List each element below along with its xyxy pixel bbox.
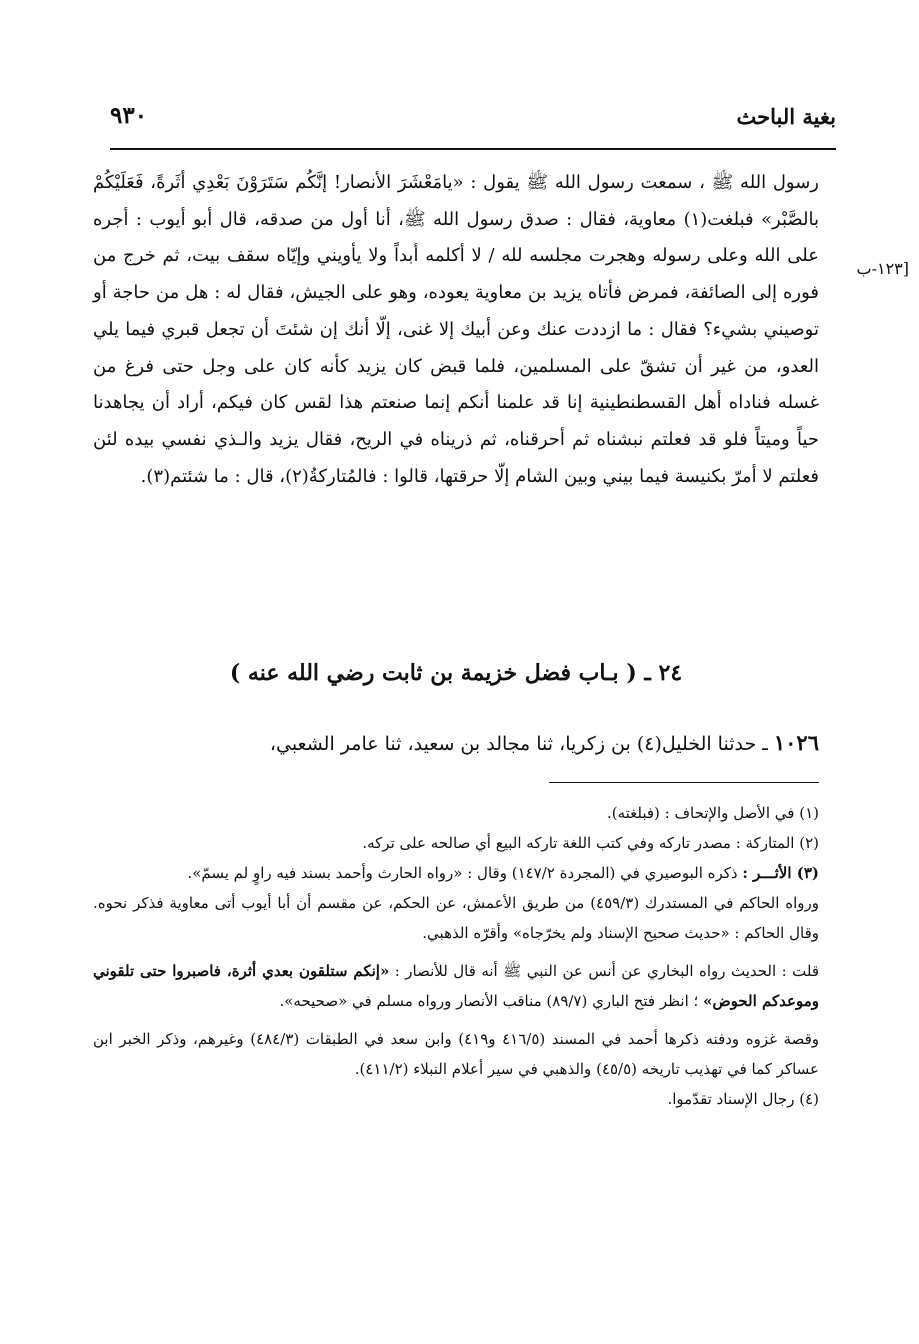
footnote-1: (١) في الأصل والإتحاف : (فبلغته). <box>606 804 819 822</box>
footnote-3-paragraph-3 <box>93 956 819 1016</box>
manuscript-folio-note: [١٢٣-ب <box>856 259 909 278</box>
hadith-number: ١٠٢٦ <box>773 730 819 755</box>
footnote-2: (٢) المتاركة : مصدر تاركه وفي كتب اللغة تاركه البيع أي صالحه على تركه. <box>362 834 819 852</box>
footnote-3-paragraph-2: ورواه الحاكم في المستدرك (٤٥٩/٣) من طريق الأعمش، عن الحكم، عن مقسم أن أبا أيوب أتى معاوية فذكر نحوه. وقال الحاكم : «حديث صحيح الإسناد ولم يخرّجاه» وأقرّه الذهبي. <box>93 894 819 942</box>
footnote-4: (٤) رجال الإسناد تقدّموا. <box>667 1090 819 1108</box>
footnote-3-p3-start: قلت : الحديث رواه البخاري عن أنس عن النبي ﷺ أنه قال للأنصار : <box>394 962 819 980</box>
footnote-3-p3-quote: «إنكم ستلقون بعدي أثرة، فاصبروا حتى تلقوني وموعدكم الحوض» <box>93 962 819 1010</box>
main-paragraph: رسول الله ﷺ ، سمعت رسول الله ﷺ يقول : «يامَعْشَرَ الأنصار! إنَّكُم سَتَرَوْنَ بَعْدِي أثَرةً، فَعَلَيْكُمْ بالصَّبْر» فبلغت(١) معاوية، فقال : صدق رسول الله ﷺ، أنا أول من صدقه، قال أبو أيوب : أجره على الله وعلى رسوله وهجرت مجلسه لله / لا أكلمه أبداً ولا يأويني وإيّاه سقف بيت، ثم خرج من فوره إلى الصائفة، فمرض فأتاه يزيد بن معاوية يعوده، وهو على الجيش، فقال له : هل من حاجة أو توصيني بشيء؟ فقال : ما ازددت عنك وعن أبيك إلا غنى، إلّا أنك إن شئتَ أن تجعل قبري فيما يلي العدو، من غير أن تشقّ على المسلمين، فلما قبض كان يزيد كأنه كان على وجل حتى فرغ من غسله فناداه أهل القسطنطينية إنا قد علمنا أنكم إنما صنعتم هذا لقس كان فيكم، أراد أن يجاهدنا حياً وميتاً فلو قد فعلتم نبشناه ثم أحرقناه، ثم ذريناه في الريح، فقال يزيد والـذي نفسي بيده لئن فعلتم لا أمرّ بكنيسة فيما بيني وبين الشام إلّا حرقتها، قالوا : فالمُتاركةُ(٢)، قال : ما شئتم(٣). <box>93 172 820 487</box>
footnote-3-label: (٣) الأثـــر : <box>742 864 819 882</box>
header-rule <box>110 148 836 150</box>
hadith-text: ـ حدثنا الخليل(٤) بن زكريا، ثنا مجالد بن سعيد، ثنا عامر الشعبي، <box>269 733 768 755</box>
footnote-3 <box>93 858 819 888</box>
footnote-3-text: ذكره البوصيري في (المجردة ١٤٧/٢) وقال : «رواه الحارث وأحمد بسند فيه راوٍ لم يسمّ». <box>187 864 738 882</box>
book-title: بغية الباحث <box>736 104 836 129</box>
footnote-3-p3-end: ؛ انظر فتح الباري (٨٩/٧) مناقب الأنصار ورواه مسلم في «صحيحه». <box>279 992 699 1010</box>
footnote-rule <box>549 782 819 783</box>
chapter-heading: ٢٤ ـ ( بـاب فضل خزيمة بن ثابت رضي الله عنه ) <box>229 660 683 686</box>
page-number: ٩٣٠ <box>110 102 148 129</box>
page-header <box>110 100 836 140</box>
footnote-3-paragraph-4: وقصة غزوه ودفنه ذكرها أحمد في المسند (٤١٦/٥ و٤١٩) وابن سعد في الطبقات (٤٨٤/٣) وغيرهم، وذكر الخبر ابن عساكر كما في تهذيب تاريخه (٤٥/٥) والذهبي في سير أعلام النبلاء (٤١١/٢). <box>93 1030 819 1078</box>
footnotes <box>93 798 819 1114</box>
main-text <box>93 165 819 495</box>
hadith-entry <box>93 730 819 755</box>
